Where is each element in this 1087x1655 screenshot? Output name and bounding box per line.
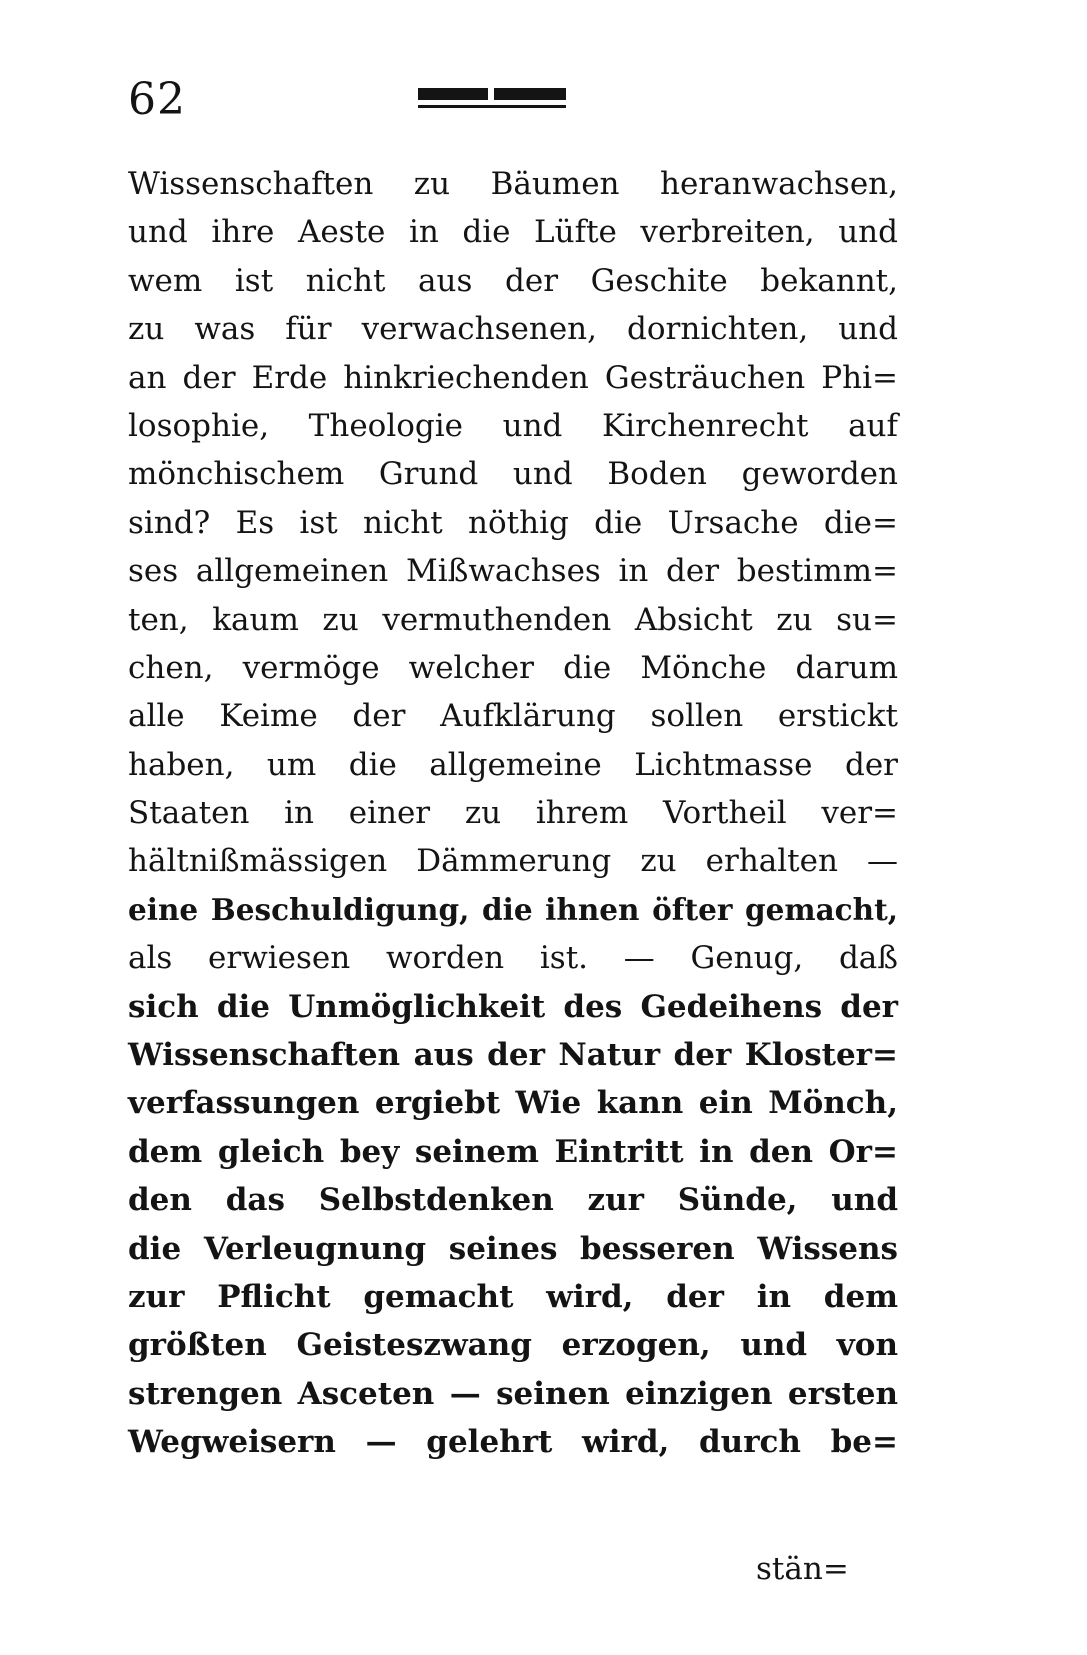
text-line: Wissenschaften zu Bäumen heranwachsen, [128, 166, 898, 202]
text-line: ten, kaum zu vermuthenden Absicht zu su= [128, 601, 898, 638]
ornament-bar-right [494, 88, 566, 100]
text-line: dem gleich bey seinem Eintritt in den Or= [128, 1133, 898, 1170]
text-line: die Verleugnung seines besseren Wissens [128, 1230, 898, 1267]
text-line: Wissenschaften aus der Natur der Kloster= [128, 1037, 898, 1074]
text-line: Wegweisern — gelehrt wird, durch be= [128, 1424, 898, 1461]
text-line: sind? Es ist nicht nöthig die Ursache die= [128, 504, 898, 541]
text-line: alle Keime der Aufklärung sollen erstickt [128, 698, 898, 735]
text-line: eine Beschuldigung, die ihnen öfter gemacht, [128, 891, 898, 927]
text-line: an der Erde hinkriechenden Gesträuchen Phi= [128, 359, 898, 396]
header-ornament [418, 88, 566, 114]
text-line: größten Geisteszwang erzogen, und von [128, 1327, 898, 1364]
text-line: strengen Asceten — seinen einzigen ersten [128, 1375, 898, 1412]
text-line: verfassungen ergiebt Wie kann ein Mönch, [128, 1085, 898, 1122]
text-line: wem ist nicht aus der Geschite bekannt, [128, 262, 898, 299]
text-line: haben, um die allgemeine Lichtmasse der [128, 746, 898, 783]
text-line: und ihre Aeste in die Lüfte verbreiten, und [128, 214, 898, 251]
catchword: stän= [756, 1551, 849, 1587]
text-line: zu was für verwachsenen, dornichten, und [128, 311, 898, 348]
text-line: ses allgemeinen Mißwachses in der bestimm= [128, 553, 898, 590]
text-line: Staaten in einer zu ihrem Vortheil ver= [128, 795, 898, 832]
body-text [128, 160, 898, 1467]
text-line: als erwiesen worden ist. — Genug, daß [128, 940, 898, 977]
text-line: chen, vermöge welcher die Mönche darum [128, 649, 898, 686]
page-number: 62 [128, 74, 186, 125]
ornament-rule [418, 105, 566, 108]
ornament-bar-left [418, 88, 488, 100]
text-line: mönchischem Grund und Boden geworden [128, 456, 898, 493]
text-line: losophie, Theologie und Kirchenrecht auf [128, 407, 898, 444]
text-line: zur Pflicht gemacht wird, der in dem [128, 1278, 898, 1315]
text-line: sich die Unmöglichkeit des Gedeihens der [128, 988, 898, 1025]
text-line: hältnißmässigen Dämmerung zu erhalten — [128, 843, 898, 880]
text-line: den das Selbstdenken zur Sünde, und [128, 1182, 898, 1219]
